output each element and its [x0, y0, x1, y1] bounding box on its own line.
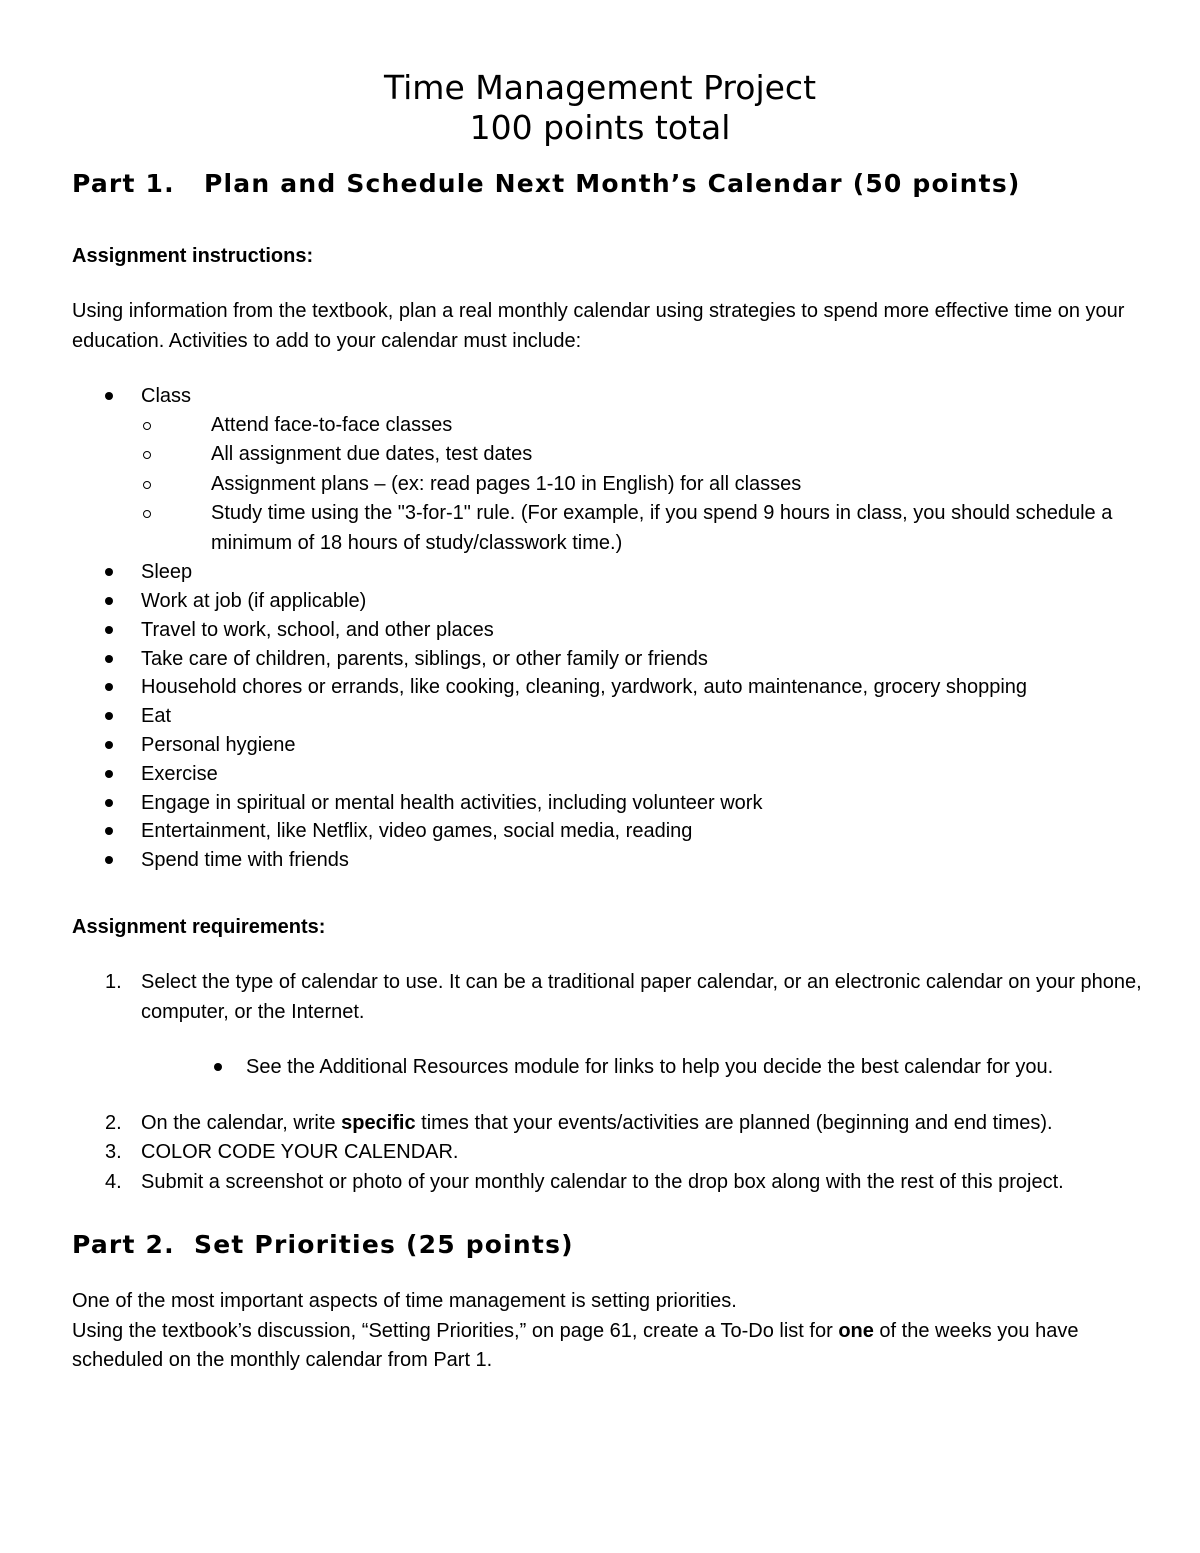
requirement-text-end: times that your events/activities are planned (beginning and end times). — [415, 1111, 1053, 1134]
part2-emphasis: one — [838, 1319, 874, 1342]
part2-instruction — [72, 1317, 1142, 1376]
requirement-item — [72, 968, 1142, 1027]
sub-list-item — [141, 499, 1142, 558]
list-item — [72, 616, 1142, 645]
list-item — [72, 760, 1142, 789]
sub-list-item-text: Assignment plans – (ex: read pages 1-10 in English) for all classes — [211, 472, 802, 495]
requirements-label: Assignment requirements: — [72, 916, 326, 939]
bullet-icon — [105, 741, 113, 749]
bullet-icon — [105, 799, 113, 807]
part1-title: Plan and Schedule Next Month’s Calendar (50 points) — [204, 169, 1021, 198]
circle-bullet-icon — [143, 481, 151, 489]
sub-list-item — [141, 470, 1142, 500]
part2-instruction-text: Using the textbook’s discussion, “Setting Priorities,” on page 61, create a To-Do list for — [72, 1319, 839, 1342]
list-item-text: Engage in spiritual or mental health activities, including volunteer work — [141, 791, 763, 814]
class-sublist — [141, 411, 1142, 559]
document-title — [58, 68, 1142, 148]
requirement-text: Select the type of calendar to use. It can be a traditional paper calendar, or an electronic calendar on your phone, computer, or the Internet. — [141, 971, 1142, 1023]
sub-list-item-text: Attend face-to-face classes — [211, 413, 453, 436]
requirement-number: 3. — [105, 1141, 122, 1164]
bullet-icon — [105, 597, 113, 605]
list-item-text: Work at job (if applicable) — [141, 590, 367, 613]
title-line-2: 100 points total — [469, 108, 731, 147]
title-line-1: Time Management Project — [383, 68, 817, 107]
sub-list-item-text: Study time using the "3-for-1" rule. (For example, if you spend 9 hours in class, you should schedule a minimum of 18 hours of study/classwork time.) — [211, 502, 1113, 554]
list-item-text: Entertainment, like Netflix, video games, social media, reading — [141, 820, 693, 843]
part2-heading — [72, 1225, 1142, 1265]
sub-list-item — [141, 411, 1142, 441]
bullet-icon — [105, 770, 113, 778]
list-item — [72, 817, 1142, 846]
sub-list-item-text: All assignment due dates, test dates — [211, 443, 533, 466]
list-item — [72, 645, 1142, 674]
bullet-icon — [105, 568, 113, 576]
requirement-text: On the calendar, write — [141, 1111, 342, 1134]
part2-instruction-end: of the weeks you have scheduled on the monthly calendar from Part 1. — [72, 1319, 1079, 1372]
requirement-number: 2. — [105, 1111, 122, 1134]
bullet-icon — [105, 827, 113, 835]
bullet-icon — [105, 392, 113, 400]
list-item — [72, 789, 1142, 818]
resources-note-text: See the Additional Resources module for links to help you decide the best calendar for you. — [246, 1056, 1054, 1079]
requirement-number: 1. — [105, 971, 122, 994]
bullet-icon — [214, 1063, 222, 1071]
sub-list-item — [141, 440, 1142, 470]
requirements-list-continued — [72, 1109, 1142, 1198]
requirement-item — [72, 1109, 1142, 1139]
list-item — [72, 673, 1142, 702]
list-item — [72, 587, 1142, 616]
list-item-text: Travel to work, school, and other places — [141, 618, 494, 641]
requirement-item — [72, 1168, 1142, 1198]
instructions-intro: Using information from the textbook, plan a real monthly calendar using strategies to spend more effective time on your education. Activities to add to your calendar must include: — [72, 300, 1125, 352]
list-item — [72, 731, 1142, 760]
list-item-text: Household chores or errands, like cooking, cleaning, yardwork, auto maintenance, grocery shopping — [141, 676, 1028, 699]
list-item-text: Personal hygiene — [141, 734, 296, 757]
circle-bullet-icon — [143, 422, 151, 430]
list-item-text: Eat — [141, 705, 172, 728]
requirements-list — [72, 968, 1142, 1027]
part2-title: Set Priorities (25 points) — [194, 1230, 574, 1260]
requirement-text: COLOR CODE YOUR CALENDAR. — [141, 1141, 459, 1164]
resources-note — [72, 1053, 1142, 1083]
bullet-icon — [105, 712, 113, 720]
bullet-icon — [105, 683, 113, 691]
circle-bullet-icon — [143, 451, 151, 459]
requirement-item — [72, 1138, 1142, 1168]
bullet-icon — [105, 626, 113, 634]
list-item — [72, 382, 1142, 558]
requirement-text: Submit a screenshot or photo of your monthly calendar to the drop box along with the rest of this project. — [141, 1170, 1064, 1193]
instructions-label: Assignment instructions: — [72, 245, 314, 267]
list-item-text: Take care of children, parents, siblings, or other family or friends — [141, 647, 708, 670]
list-item-text: Exercise — [141, 762, 218, 785]
list-item-text: Spend time with friends — [141, 849, 349, 872]
part2-intro: One of the most important aspects of time management is setting priorities. — [72, 1290, 737, 1313]
list-item — [72, 846, 1142, 875]
document-page — [72, 68, 1142, 1376]
activities-list — [72, 382, 1142, 875]
part1-heading — [72, 164, 1142, 204]
requirement-emphasis: specific — [341, 1111, 416, 1134]
list-item-text: Class — [141, 385, 192, 407]
part1-number: Part 1. — [72, 169, 175, 198]
part2-number: Part 2. — [72, 1230, 175, 1260]
circle-bullet-icon — [143, 510, 151, 518]
bullet-icon — [105, 856, 113, 864]
list-item — [72, 702, 1142, 731]
list-item-text: Sleep — [141, 561, 193, 584]
requirement-number: 4. — [105, 1170, 122, 1193]
list-item — [72, 558, 1142, 587]
bullet-icon — [105, 655, 113, 663]
